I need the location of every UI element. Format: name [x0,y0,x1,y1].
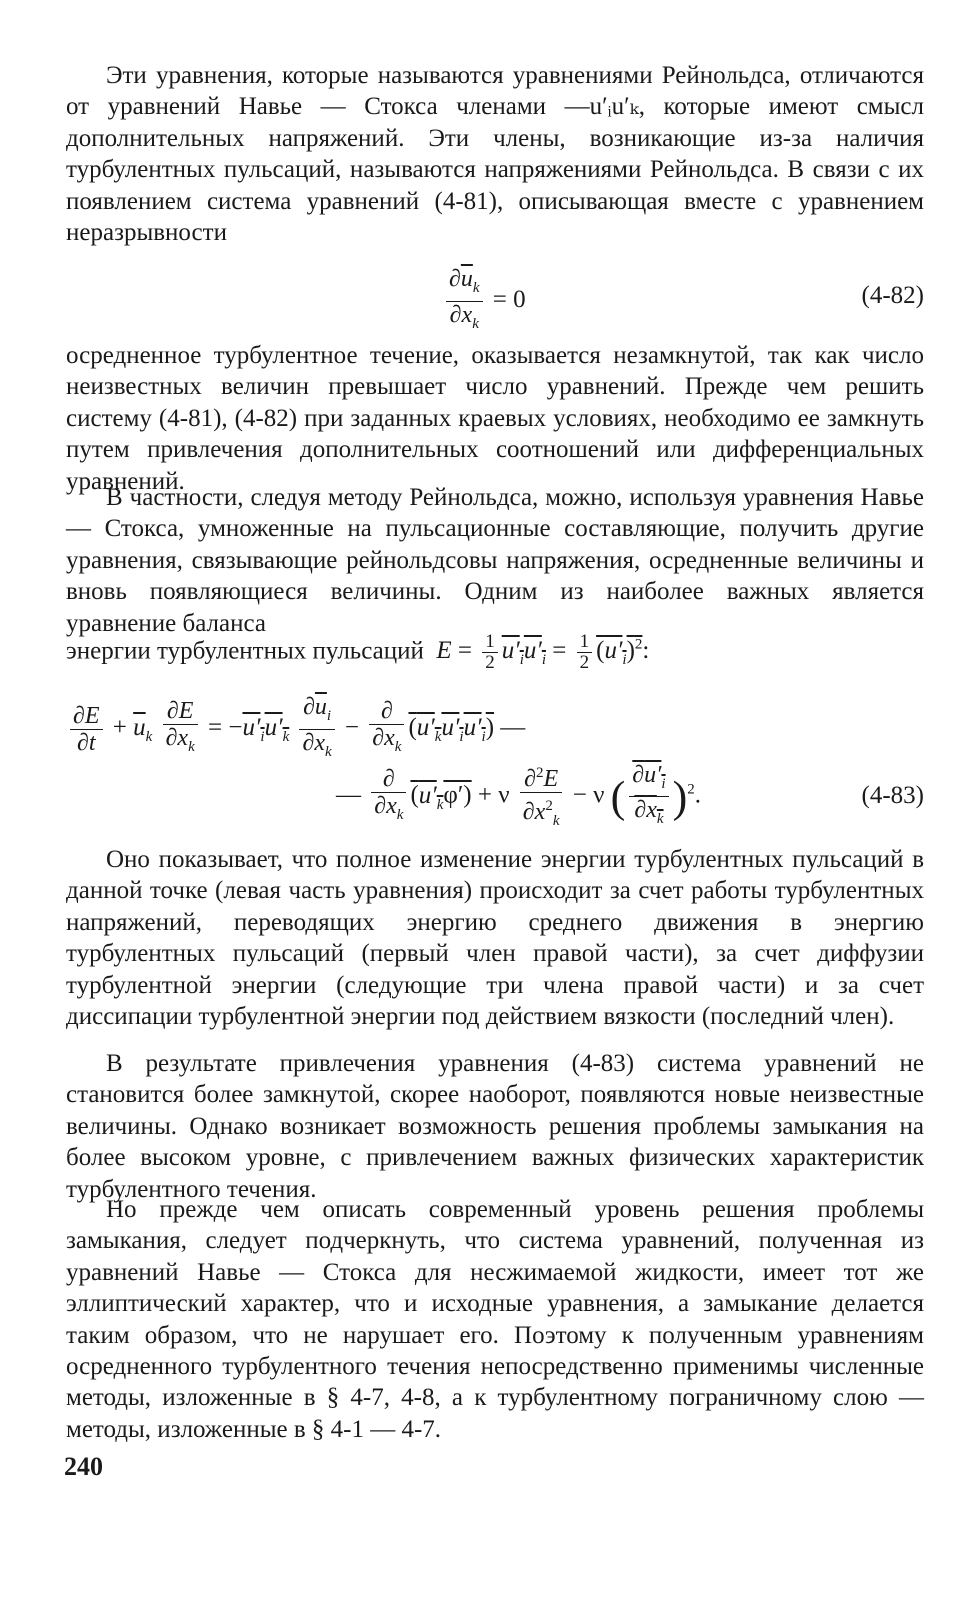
equation-4-83-line-1: $\frac{\partial E}{\partial t}$ + $\overline{u}_k$ $\frac{\partial E}{\partial x_k}$ = $-u'_iu'_k$ $\frac{\partial\overline{u}_i}{\partial x_k}$ − $\frac{\partial}{\partial x_k}$ $(u'_ku'_iu'_i)$ — [66,694,525,765]
energy-definition-formula: E = $\frac{1}{2}$ $u'_iu'_i$ = $\frac{1}{2}$ $(u'_i)^2$: [436,631,650,674]
paragraph-2: осредненное турбулентное течение, оказывается незамкнутой, так как число неизвестных величин превышает число уравнений. Прежде чем решить систему (4-81), (4-82) при заданных краевых условиях, необходимо ее замкнуть путем привлечения дополнительных соотношений или дифференциальных уравнений. [66,342,924,495]
paragraph-6: Но прежде чем описать современный уровень решения проблемы замыкания, следует подчеркнуть, что система уравнений, полученная из уравнений Навье — Стокса для несжимаемой жидкости, имеет тот же эллиптический характер, что и исходные уравнения, а замыкание делается таким образом, что не нарушает его. Поэтому к полученным уравнениям осредненного турбулентного течения непосредственно применимы численные методы, изложенные в § 4-7, 4-8, а к турбулентному пограничному слою — методы, изложенные в § 4-1 — 4-7. [66,1196,924,1443]
equation-number-4-83: (4-83) [861,782,924,809]
equation-4-83-line-2: — $\frac{\partial}{\partial x_k}$ $(u'_k\varphi') + \nu$ $\frac{\partial^2E}{\partial x^2_k}$ − ν ( $\frac{\partial u'_i}{\partial x_k}$ )$^2$. [336,761,701,829]
paragraph-4: Оно показывает, что полное изменение энергии турбулентных пульсаций в данной точке (левая часть уравнения) происходит за счет работы турбулентных напряжений, переводящих энергию среднего движения в энергию турбулентных пульсаций (первый член правой части), за счет диффузии турбулентной энергии (следующие три члена правой части) и за счет диссипации турбулентной энергии под действием вязкости (последний член). [66,846,924,1031]
energy-definition-line [66,630,924,677]
paragraph-3: В частности, следуя методу Рейнольдса, можно, используя уравнения Навье — Стокса, умноженные на пульсационные составляющие, получить другие уравнения, связывающие рейнольдсовы напряжения, осредненные величины и вновь появляющиеся величины. Одним из наиболее важных является уравнение баланса [66,484,924,637]
paragraph-1: Эти уравнения, которые называются уравнениями Рейнольдса, отличаются от уравнений Навье — Стокса членами —u′ᵢu′ₖ, которые имеют смысл дополнительных напряжений. Эти члены, возникающие из-за наличия турбулентных пульсаций, называются напряжениями Рейнольдса. В связи с их появлением система уравнений (4-81), описывающая вместе с уравнением неразрывности [66,62,924,247]
paragraph-5: В результате привлечения уравнения (4-83) система уравнений не становится более замкнутой, скорее наоборот, появляются новые неизвестные величины. Однако возникает возможность решения проблемы замыкания на более высоком уровне, с привлечением важных физических характеристик турбулентного течения. [66,1050,924,1203]
equation-4-82: $\frac{\partial\overline{u}_k}{\partial x_k}$ = 0 [442,266,526,337]
energy-definition-text: энергии турбулентных пульсаций [66,637,424,665]
page-number: 240 [64,1452,103,1481]
equation-number-4-82: (4-82) [861,282,924,309]
